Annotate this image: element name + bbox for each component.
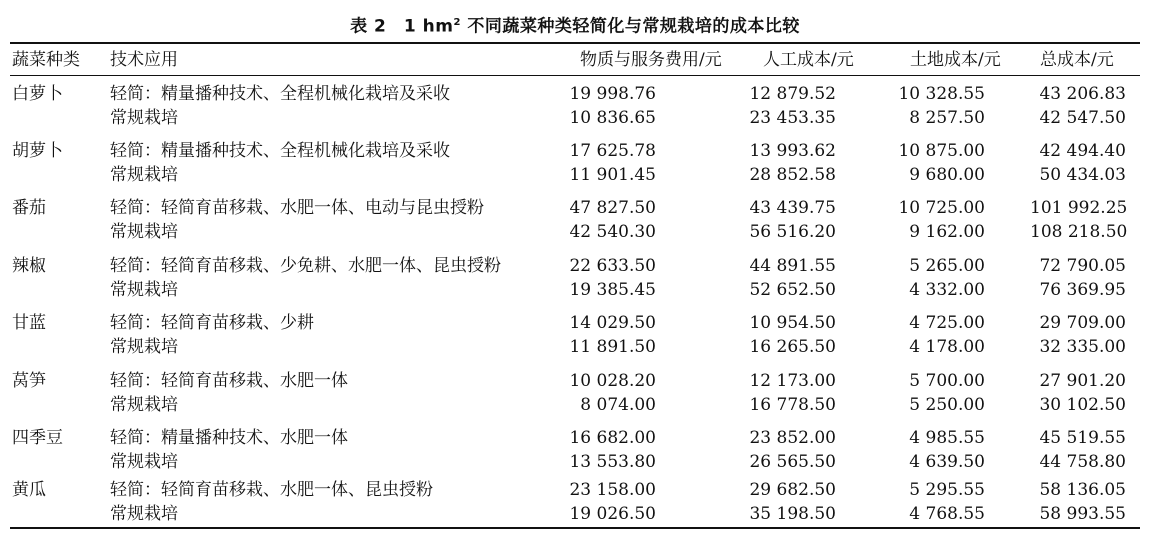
row-land-cost: 4 768.55: [909, 504, 985, 524]
row-vegetable: 莴笋: [12, 371, 46, 391]
row-vegetable: 四季豆: [12, 428, 63, 448]
row-land-cost: 5 250.00: [909, 395, 985, 415]
row-land-cost: 8 257.50: [909, 108, 985, 128]
header-total-cost: 总成本/元: [1040, 50, 1114, 70]
row-technique: 轻简：轻简育苗移栽、水肥一体、昆虫授粉: [110, 480, 433, 500]
row-technique: 常规栽培: [110, 504, 178, 524]
row-total-cost: 50 434.03: [1039, 165, 1126, 185]
row-labor-cost: 12 879.52: [749, 84, 836, 104]
header-material-cost: 物质与服务费用/元: [580, 50, 722, 70]
table-row: [0, 220, 1150, 244]
table-row: [0, 393, 1150, 417]
row-technique: 常规栽培: [110, 108, 178, 128]
row-land-cost: 4 725.00: [909, 313, 985, 333]
table-row: [0, 502, 1150, 526]
row-total-cost: 43 206.83: [1039, 84, 1126, 104]
row-technique: 常规栽培: [110, 337, 178, 357]
table-row: [0, 278, 1150, 302]
row-material-cost: 22 633.50: [569, 256, 656, 276]
row-material-cost: 14 029.50: [569, 313, 656, 333]
table-top-rule: [10, 42, 1140, 44]
table-row: [0, 369, 1150, 393]
row-technique: 轻简：精量播种技术、水肥一体: [110, 428, 348, 448]
row-vegetable: 胡萝卜: [12, 141, 63, 161]
row-material-cost: 23 158.00: [569, 480, 656, 500]
row-technique: 常规栽培: [110, 395, 178, 415]
row-total-cost: 32 335.00: [1039, 337, 1126, 357]
row-technique: 常规栽培: [110, 222, 178, 242]
row-land-cost: 5 295.55: [909, 480, 985, 500]
table-row: [0, 139, 1150, 163]
row-material-cost: 10 028.20: [569, 371, 656, 391]
row-total-cost: 42 547.50: [1039, 108, 1126, 128]
row-vegetable: 黄瓜: [12, 480, 46, 500]
row-material-cost: 13 553.80: [569, 452, 656, 472]
table-row: [0, 311, 1150, 335]
row-land-cost: 4 985.55: [909, 428, 985, 448]
table-bottom-rule: [10, 527, 1140, 529]
table-row: [0, 106, 1150, 130]
row-labor-cost: 43 439.75: [749, 198, 836, 218]
row-labor-cost: 28 852.58: [749, 165, 836, 185]
row-labor-cost: 10 954.50: [749, 313, 836, 333]
table-row: [0, 478, 1150, 502]
row-technique: 轻简：轻简育苗移栽、少免耕、水肥一体、昆虫授粉: [110, 256, 501, 276]
row-total-cost: 44 758.80: [1039, 452, 1126, 472]
header-land-cost: 土地成本/元: [910, 50, 1001, 70]
row-labor-cost: 12 173.00: [749, 371, 836, 391]
row-labor-cost: 16 265.50: [749, 337, 836, 357]
row-total-cost: 30 102.50: [1039, 395, 1126, 415]
row-labor-cost: 23 852.00: [749, 428, 836, 448]
row-labor-cost: 13 993.62: [749, 141, 836, 161]
table-row: [0, 450, 1150, 474]
row-labor-cost: 26 565.50: [749, 452, 836, 472]
row-material-cost: 19 026.50: [569, 504, 656, 524]
header-labor-cost: 人工成本/元: [763, 50, 854, 70]
row-land-cost: 9 680.00: [909, 165, 985, 185]
caption-superscript: 2: [453, 17, 461, 28]
caption-suffix: 不同蔬菜种类轻简化与常规栽培的成本比较: [460, 16, 800, 37]
table-row: [0, 163, 1150, 187]
row-total-cost: 72 790.05: [1039, 256, 1126, 276]
row-labor-cost: 44 891.55: [749, 256, 836, 276]
table-row: [0, 335, 1150, 359]
row-technique: 轻简：轻简育苗移栽、少耕: [110, 313, 314, 333]
row-material-cost: 16 682.00: [569, 428, 656, 448]
row-vegetable: 辣椒: [12, 256, 46, 276]
row-labor-cost: 23 453.35: [749, 108, 836, 128]
row-total-cost: 58 993.55: [1039, 504, 1126, 524]
row-material-cost: 17 625.78: [569, 141, 656, 161]
row-vegetable: 番茄: [12, 198, 46, 218]
caption-prefix: 表 2 1 hm: [350, 16, 454, 37]
row-material-cost: 42 540.30: [569, 222, 656, 242]
table-row: [0, 254, 1150, 278]
row-land-cost: 4 332.00: [909, 280, 985, 300]
row-vegetable: 甘蓝: [12, 313, 46, 333]
row-labor-cost: 56 516.20: [749, 222, 836, 242]
row-technique: 轻简：精量播种技术、全程机械化栽培及采收: [110, 141, 450, 161]
row-total-cost: 108 218.50: [1030, 222, 1128, 242]
row-total-cost: 58 136.05: [1039, 480, 1126, 500]
table-header-rule: [10, 75, 1140, 76]
table-row: [0, 196, 1150, 220]
row-technique: 常规栽培: [110, 280, 178, 300]
row-material-cost: 11 891.50: [569, 337, 656, 357]
row-total-cost: 42 494.40: [1039, 141, 1126, 161]
row-material-cost: 19 385.45: [569, 280, 656, 300]
row-total-cost: 76 369.95: [1039, 280, 1126, 300]
table-row: [0, 82, 1150, 106]
row-labor-cost: 35 198.50: [749, 504, 836, 524]
row-total-cost: 101 992.25: [1030, 198, 1128, 218]
row-total-cost: 45 519.55: [1039, 428, 1126, 448]
row-land-cost: 10 875.00: [898, 141, 985, 161]
row-labor-cost: 29 682.50: [749, 480, 836, 500]
row-land-cost: 5 265.00: [909, 256, 985, 276]
header-vegetable: 蔬菜种类: [12, 50, 80, 70]
row-technique: 轻简：轻简育苗移栽、水肥一体、电动与昆虫授粉: [110, 198, 484, 218]
row-land-cost: 10 328.55: [898, 84, 985, 104]
row-technique: 常规栽培: [110, 452, 178, 472]
row-material-cost: 10 836.65: [569, 108, 656, 128]
table-row: [0, 426, 1150, 450]
row-vegetable: 白萝卜: [12, 84, 63, 104]
header-technique: 技术应用: [110, 50, 178, 70]
row-technique: 常规栽培: [110, 165, 178, 185]
row-land-cost: 9 162.00: [909, 222, 985, 242]
row-material-cost: 47 827.50: [569, 198, 656, 218]
row-land-cost: 4 178.00: [909, 337, 985, 357]
row-land-cost: 4 639.50: [909, 452, 985, 472]
row-land-cost: 10 725.00: [898, 198, 985, 218]
table-header-row: [0, 48, 1150, 72]
row-technique: 轻简：精量播种技术、全程机械化栽培及采收: [110, 84, 450, 104]
row-technique: 轻简：轻简育苗移栽、水肥一体: [110, 371, 348, 391]
row-material-cost: 11 901.45: [569, 165, 656, 185]
row-material-cost: 19 998.76: [569, 84, 656, 104]
row-total-cost: 29 709.00: [1039, 313, 1126, 333]
row-material-cost: 8 074.00: [580, 395, 656, 415]
row-total-cost: 27 901.20: [1039, 371, 1126, 391]
row-labor-cost: 16 778.50: [749, 395, 836, 415]
row-land-cost: 5 700.00: [909, 371, 985, 391]
table-caption: [0, 8, 1150, 42]
row-labor-cost: 52 652.50: [749, 280, 836, 300]
